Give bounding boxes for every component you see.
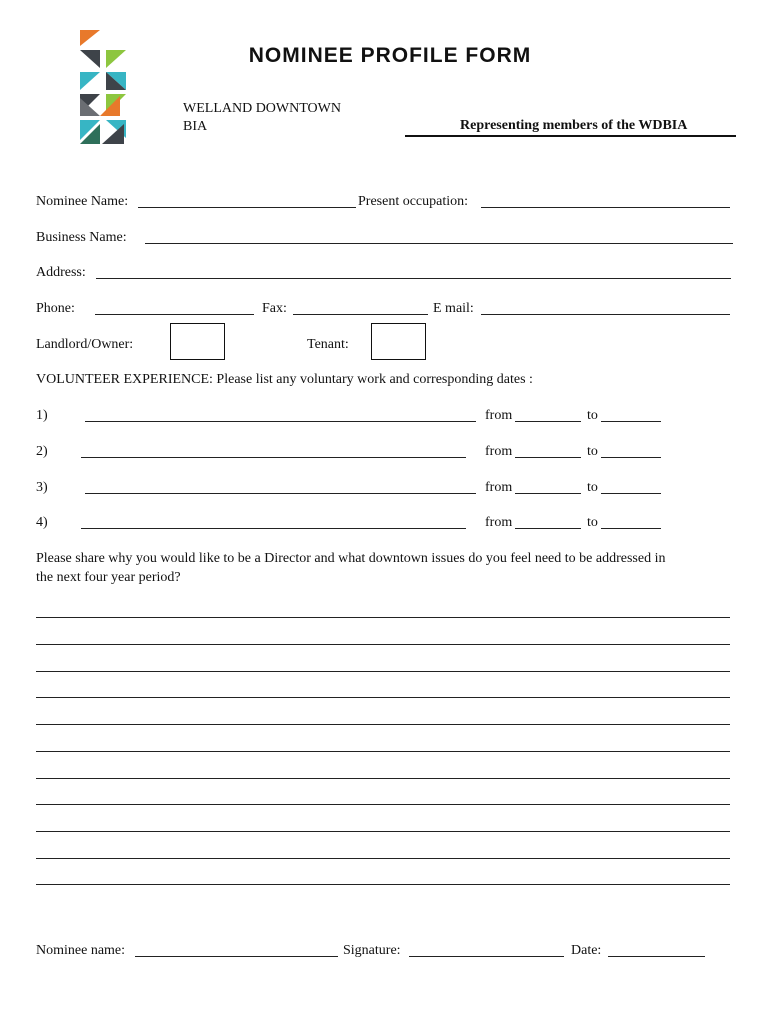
- present-occupation-field[interactable]: [481, 207, 730, 208]
- answer-line[interactable]: [36, 671, 730, 672]
- phone-field[interactable]: [95, 314, 254, 315]
- to-date-field[interactable]: [601, 493, 661, 494]
- from-label: from: [485, 480, 513, 495]
- org-line-2: BIA: [183, 119, 208, 134]
- answer-line[interactable]: [36, 617, 730, 618]
- volunteer-row-number: 3): [36, 480, 48, 495]
- present-occupation-label: Present occupation:: [358, 194, 469, 209]
- business-name-label: Business Name:: [36, 230, 127, 245]
- volunteer-heading: VOLUNTEER EXPERIENCE: Please list any voluntary work and corresponding dates :: [36, 372, 533, 387]
- tenant-checkbox[interactable]: [371, 323, 426, 360]
- from-label: from: [485, 444, 513, 459]
- address-label: Address:: [36, 265, 86, 280]
- volunteer-work-field[interactable]: [85, 421, 476, 422]
- answer-line[interactable]: [36, 804, 730, 805]
- landlord-owner-checkbox[interactable]: [170, 323, 225, 360]
- to-date-field[interactable]: [601, 457, 661, 458]
- email-field[interactable]: [481, 314, 730, 315]
- director-question-line-2: the next four year period?: [36, 570, 181, 585]
- answer-line[interactable]: [36, 858, 730, 859]
- to-date-field[interactable]: [601, 421, 661, 422]
- date-field[interactable]: [608, 956, 705, 957]
- to-label: to: [587, 444, 598, 459]
- to-label: to: [587, 408, 598, 423]
- nominee-name-label: Nominee Name:: [36, 194, 129, 209]
- footer-nominee-name-field[interactable]: [135, 956, 338, 957]
- director-question-line-1: Please share why you would like to be a Director and what downtown issues do you feel need to be addressed in: [36, 551, 666, 566]
- fax-label: Fax:: [262, 301, 287, 316]
- from-date-field[interactable]: [515, 493, 581, 494]
- answer-line[interactable]: [36, 644, 730, 645]
- to-label: to: [587, 480, 598, 495]
- to-date-field[interactable]: [601, 528, 661, 529]
- form-title: NOMINEE PROFILE FORM: [248, 44, 532, 67]
- from-date-field[interactable]: [515, 421, 581, 422]
- from-label: from: [485, 408, 513, 423]
- wdbia-triangle-logo-icon: [74, 28, 130, 148]
- answer-line[interactable]: [36, 831, 730, 832]
- tagline: Representing members of the WDBIA: [460, 118, 688, 133]
- organization-name: [183, 100, 383, 136]
- answer-line[interactable]: [36, 751, 730, 752]
- business-name-field[interactable]: [145, 243, 733, 244]
- from-date-field[interactable]: [515, 528, 581, 529]
- email-label: E mail:: [433, 301, 474, 316]
- footer-nominee-name-label: Nominee name:: [36, 943, 126, 958]
- volunteer-work-field[interactable]: [81, 457, 466, 458]
- volunteer-row-number: 1): [36, 408, 48, 423]
- from-label: from: [485, 515, 513, 530]
- address-field[interactable]: [96, 278, 731, 279]
- answer-line[interactable]: [36, 724, 730, 725]
- to-label: to: [587, 515, 598, 530]
- volunteer-work-field[interactable]: [81, 528, 466, 529]
- tagline-underline: [405, 135, 736, 137]
- org-line-1: WELLAND DOWNTOWN: [183, 101, 341, 116]
- volunteer-row-number: 2): [36, 444, 48, 459]
- from-date-field[interactable]: [515, 457, 581, 458]
- signature-field[interactable]: [409, 956, 564, 957]
- landlord-owner-label: Landlord/Owner:: [36, 337, 134, 352]
- volunteer-row-number: 4): [36, 515, 48, 530]
- answer-line[interactable]: [36, 778, 730, 779]
- signature-label: Signature:: [343, 943, 401, 958]
- answer-line[interactable]: [36, 884, 730, 885]
- answer-line[interactable]: [36, 697, 730, 698]
- date-label: Date:: [571, 943, 602, 958]
- fax-field[interactable]: [293, 314, 428, 315]
- tenant-label: Tenant:: [307, 337, 349, 352]
- nominee-name-field[interactable]: [138, 207, 356, 208]
- volunteer-work-field[interactable]: [85, 493, 476, 494]
- phone-label: Phone:: [36, 301, 75, 316]
